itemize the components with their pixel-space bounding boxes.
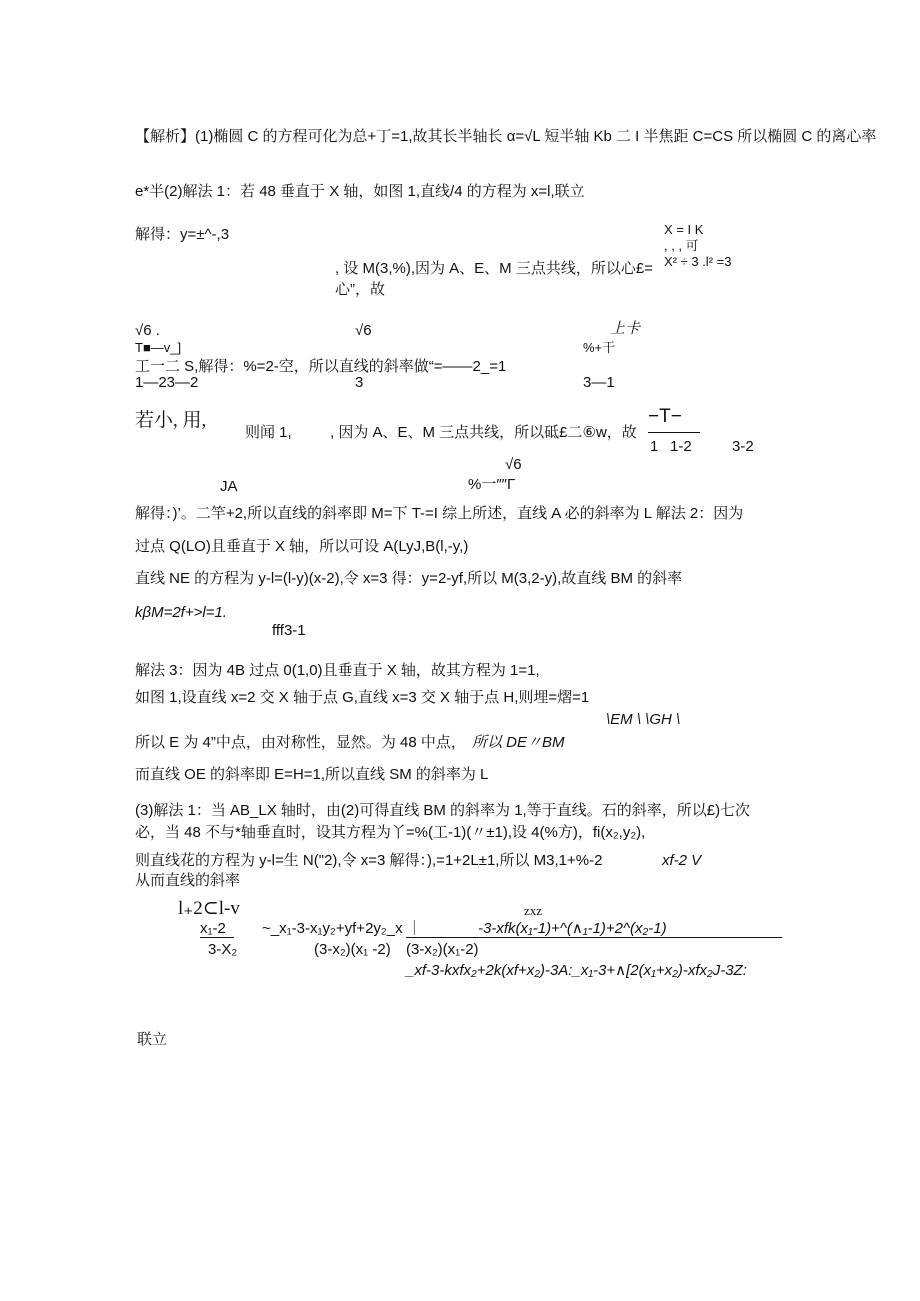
fraction-top-symbols: −T− [648,406,682,427]
lianli-label: 联立 [137,1031,168,1048]
system-eq-top: X = I K [664,222,704,237]
line-ne-equation: 直线 NE 的方程为 y-l=(l-y)(x-2),令 x=3 得：y=2-yf,所以 M(3,2-y),故直线 BM 的斜率 [135,570,683,587]
denominator-right: 3—1 [583,374,615,391]
denominator-left: 1—23—2 [135,374,199,391]
slope-bm-formula: kβM=2f+>l=1. [135,604,227,621]
solution-intro-line: 【解析】(1)椭圆 C 的方程可化为总+丁=1,故其长半轴长 α=√L 短半轴 Kb 二 I 半焦距 C=CS 所以椭圆 C 的离心率 [135,128,877,145]
part3-method1-line3: 则直线花的方程为 y-l=生 N("2),令 x=3 解得：),=1+2L±1,所以 M3,1+%-2 [135,852,603,869]
method3-figure-line: 如图 1,设直线 x=2 交 X 轴于点 G,直线 x=3 交 X 轴于点 H,则埋=熠=1 [135,689,590,706]
formula-x1-minus-2: x₁-2 [200,920,226,937]
midpoint-symmetry-text: 所以 E 为 4”中点，由对称性，显然。为 48 中点， [135,734,466,751]
method2-setup: 过点 Q(LO)且垂直于 X 轴，所以可设 A(LyJ,B(l,-y,) [135,538,469,555]
label-ja: JA [220,478,238,495]
formula-numerator-left: ~_x₁-3-x₁y₂+yf+2y₂_x ｜ [262,920,422,937]
collinear-text-2: 心”，故 [335,281,385,298]
fraction-bar-left: T■—v_] [135,340,182,355]
fraction-denominator-3: 3-2 [732,438,754,455]
formula-short-rule [200,937,234,938]
part3-method1-line2: 必，当 48 不与*轴垂直时，设其方程为丫=%(工-1)(〃±1),设 4(%方)，fi(x₂,y₂), [135,824,646,841]
case-line-then: 则闻 1, [245,424,292,441]
case-line-collinear: , 因为 A、E、M 三点共线，所以砥£二⑥w，故 [330,424,637,441]
collinear-text-1: , 设 M(3,%),因为 A、E、M 三点共线，所以心£= [335,260,653,277]
fraction-top-right: 上卡 [610,320,641,337]
system-eq-mid: , , , 可 [664,238,699,253]
part3-fraction-note: xf-2 V [662,852,702,869]
formula-denominator-left: (3-x₂)(x₁ -2) [314,941,391,958]
sqrt6-mid: √6 [355,322,372,339]
formula-expansion: _xf-3-kxfx₂+2k(xf+x₂)-3A:_x₁-3+∧[2(x₁+x₂)-xfx₂J-3Z: [406,962,747,979]
formula-numerator-right: -3-xfk(x₁-1)+^(∧₁-1)+2^(x₂-1) [478,920,667,937]
slope-bm-denominator: fff3-1 [272,622,306,639]
fraction-numerator-right: %+干 [583,340,616,355]
solve-result: 解得：y=±^-,3 [135,226,230,243]
sqrt6-left: √6 . [135,322,160,339]
sqrt6-lower: √6 [505,456,522,473]
fraction-expression-lower: %一″″Γ [468,476,516,493]
fraction-denominator-2: 1-2 [670,438,692,455]
parallel-conclusion: 所以 DE〃BM [472,734,565,751]
part3-method1-line1: (3)解法 1：当 AB_LX 轴时，由(2)可得直线 BM 的斜率为 1,等于直线。石的斜率，所以£)七次 [135,802,751,819]
method1-intro-line: e*半(2)解法 1：若 48 垂直于 X 轴，如图 1,直线/4 的方程为 x=l,联立 [135,183,585,200]
fraction-denominator-1: 1 [650,438,659,455]
formula-long-rule [406,937,782,938]
formula-head: l₊2⊂l-v [178,898,240,919]
formula-superscript: zxz [524,903,543,918]
formula-denominator-right: (3-x₂)(x₁-2) [406,941,479,958]
system-eq-bottom: X² ÷ 3 .l² =3 [664,254,732,269]
slope-sm-conclusion: 而直线 OE 的斜率即 E=H=1,所以直线 SM 的斜率为 L [135,766,489,783]
slope-calc-line: 工一二 S,解得：%=2-空，所以直线的斜率做“=——2_=1 [135,358,507,375]
formula-3-minus-x2: 3-X₂ [208,941,238,958]
fraction-bar-rule [648,432,700,433]
ratio-em-gh: \EM \ \GH \ [606,711,681,728]
slope-intro: 从而直线的斜率 [135,872,241,889]
denominator-mid: 3 [355,374,364,391]
method3-intro: 解法 3：因为 4B 过点 0(1,0)且垂直于 X 轴，故其方程为 1=1, [135,662,540,679]
conclusion-and-method2: 解得：)’。二竿+2,所以直线的斜率即 M=下 T-=I 综上所述，直线 A 必的斜率为 L 解法 2：因为 [135,505,744,522]
case-line-start: 若小, 用, [135,410,207,431]
